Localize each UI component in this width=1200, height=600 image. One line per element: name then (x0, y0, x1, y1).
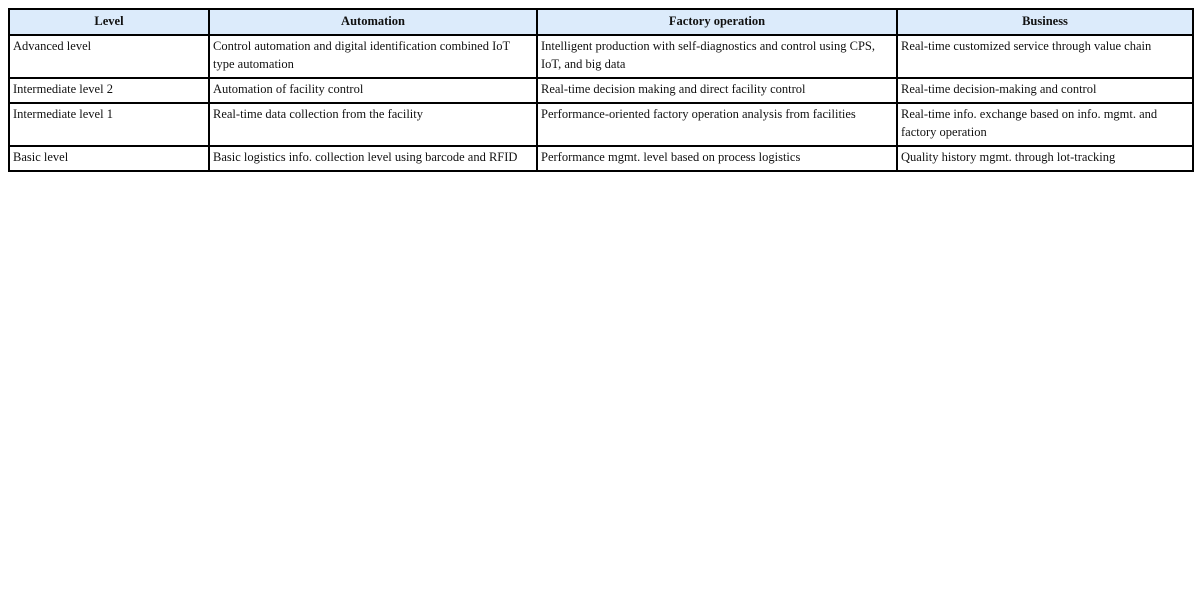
header-factory-operation: Factory operation (537, 9, 897, 35)
table-body (9, 35, 1193, 171)
cell-automation: Control automation and digital identification combined IoT type automation (209, 35, 537, 78)
cell-factory-operation: Performance mgmt. level based on process logistics (537, 146, 897, 171)
cell-level: Advanced level (9, 35, 209, 78)
header-business: Business (897, 9, 1193, 35)
smart-factory-levels-table (8, 8, 1194, 172)
cell-factory-operation: Real-time decision making and direct facility control (537, 78, 897, 103)
table-row (9, 103, 1193, 146)
cell-factory-operation: Intelligent production with self-diagnostics and control using CPS, IoT, and big data (537, 35, 897, 78)
cell-automation: Basic logistics info. collection level using barcode and RFID (209, 146, 537, 171)
cell-automation: Real-time data collection from the facility (209, 103, 537, 146)
header-automation: Automation (209, 9, 537, 35)
cell-business: Real-time decision-making and control (897, 78, 1193, 103)
cell-factory-operation: Performance-oriented factory operation analysis from facilities (537, 103, 897, 146)
table-row (9, 146, 1193, 171)
cell-automation: Automation of facility control (209, 78, 537, 103)
cell-level: Intermediate level 1 (9, 103, 209, 146)
cell-level: Basic level (9, 146, 209, 171)
table-row (9, 78, 1193, 103)
table-header (9, 9, 1193, 35)
cell-business: Real-time info. exchange based on info. mgmt. and factory operation (897, 103, 1193, 146)
header-level: Level (9, 9, 209, 35)
cell-level: Intermediate level 2 (9, 78, 209, 103)
cell-business: Real-time customized service through value chain (897, 35, 1193, 78)
smart-factory-levels-table-container (8, 8, 1192, 172)
header-row (9, 9, 1193, 35)
table-row (9, 35, 1193, 78)
cell-business: Quality history mgmt. through lot-tracking (897, 146, 1193, 171)
